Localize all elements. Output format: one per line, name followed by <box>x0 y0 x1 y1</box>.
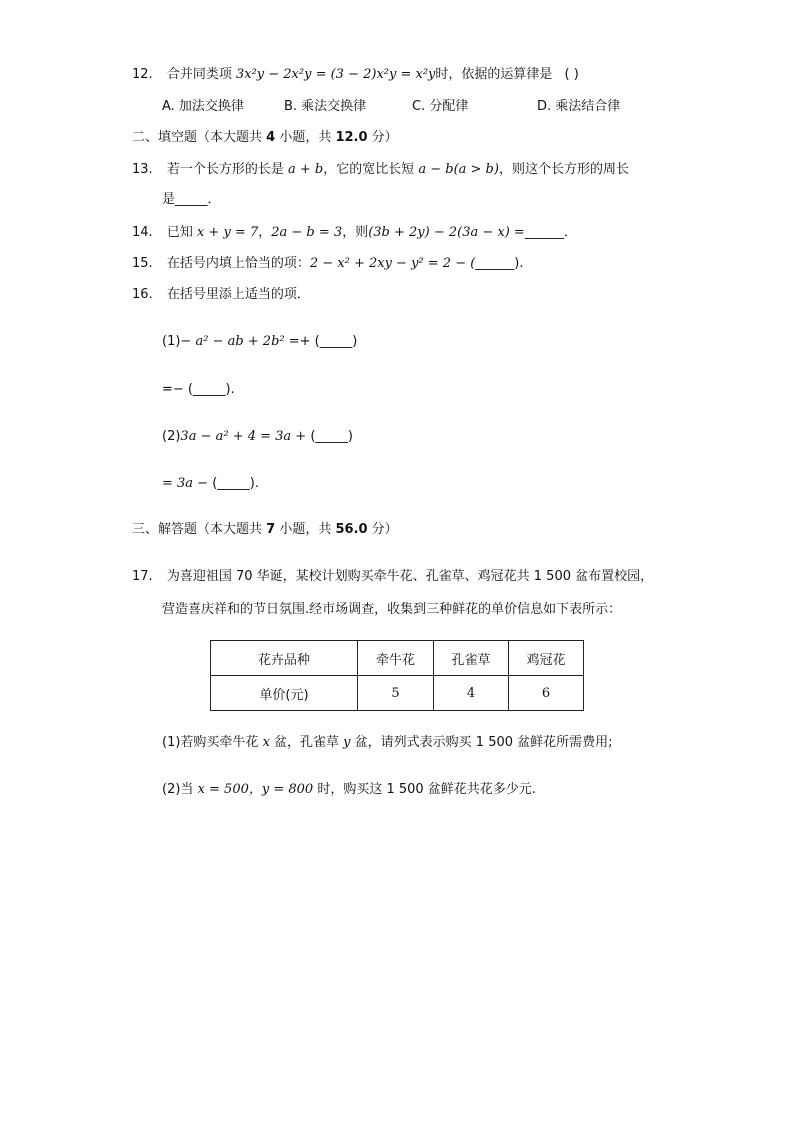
question-number: 12. <box>132 67 153 82</box>
question-stem: 合并同类项 3x²y − 2x²y = (3 − 2)x²y = x²y时，依据的运算律是 ( ) <box>166 67 579 82</box>
option-a: A. 加法交换律 <box>162 99 244 114</box>
question-12 <box>132 66 579 84</box>
answer-blank: =− (_____). <box>162 382 235 397</box>
table-cell: 牵牛花 <box>358 641 434 676</box>
question-17-sub1: (1)若购买牵牛花 x 盆，孔雀草 y 盆，请列式表示购买 1 500 盆鲜花所需费用; <box>162 735 613 750</box>
answer-blank: 是_____． <box>162 192 221 207</box>
question-number: 14. <box>132 225 153 240</box>
table-row <box>211 676 584 711</box>
table-cell: 孔雀草 <box>434 641 509 676</box>
question-16-part1: (1)− a² − ab + 2b² =+ (_____) <box>162 334 358 349</box>
option-c: C. 分配律 <box>412 99 469 114</box>
answer-paren: ( ) <box>564 67 579 82</box>
question-16: 16. 在括号里添上适当的项． <box>132 287 310 302</box>
question-number: 17. <box>132 569 153 584</box>
math-expression: 3x²y − 2x²y = (3 − 2)x²y = x²y <box>235 67 436 82</box>
table-cell: 单价(元) <box>211 676 358 711</box>
question-number: 16. <box>132 287 153 302</box>
question-number: 13. <box>132 162 153 177</box>
table-header-row <box>211 641 584 676</box>
question-14: 14. 已知 x + y = 7，2a − b = 3，则(3b + 2y) − 2(3a − x) =______． <box>132 225 577 240</box>
question-16-part2: (2)3a − a² + 4 = 3a + (_____) <box>162 429 353 444</box>
section-heading-solutions: 三、解答题（本大题共 7 小题，共 56.0 分） <box>132 522 398 537</box>
table-cell: 5 <box>358 676 434 711</box>
question-17: 17. 为喜迎祖国 70 华诞，某校计划购买牵牛花、孔雀草、鸡冠花共 1 500 盆布置校园， <box>132 569 654 584</box>
question-17-line2: 营造喜庆祥和的节日氛围.经市场调查，收集到三种鲜花的单价信息如下表所示： <box>162 602 622 617</box>
table-cell: 鸡冠花 <box>509 641 584 676</box>
option-d: D. 乘法结合律 <box>537 99 621 114</box>
question-12-options <box>162 98 682 116</box>
table-cell: 花卉品种 <box>211 641 358 676</box>
question-16-part1-b <box>162 381 235 399</box>
section-heading-fill-in: 二、填空题（本大题共 4 小题，共 12.0 分） <box>132 130 398 145</box>
question-number: 15. <box>132 256 153 271</box>
question-13: 13. 若一个长方形的长是 a + b，它的宽比长短 a − b(a > b)，则这个长方形的周长 <box>132 162 629 177</box>
answer-blank: (_____). <box>212 476 259 491</box>
question-15: 15. 在括号内填上恰当的项：2 − x² + 2xy − y² = 2 − (______). <box>132 256 524 271</box>
table-cell: 6 <box>509 676 584 711</box>
price-table <box>210 640 584 711</box>
question-17-sub2: (2)当 x = 500，y = 800 时，购买这 1 500 盆鲜花共花多少元. <box>162 782 536 797</box>
table-cell: 4 <box>434 676 509 711</box>
answer-blank: (_____) <box>306 429 353 444</box>
answer-blank: ______). <box>475 256 524 271</box>
answer-blank: + (_____) <box>299 334 358 349</box>
option-b: B. 乘法交换律 <box>284 99 367 114</box>
question-13-line2 <box>162 191 221 209</box>
answer-blank: ______． <box>524 225 577 240</box>
question-16-part2-b: = 3a − (_____). <box>162 476 259 491</box>
